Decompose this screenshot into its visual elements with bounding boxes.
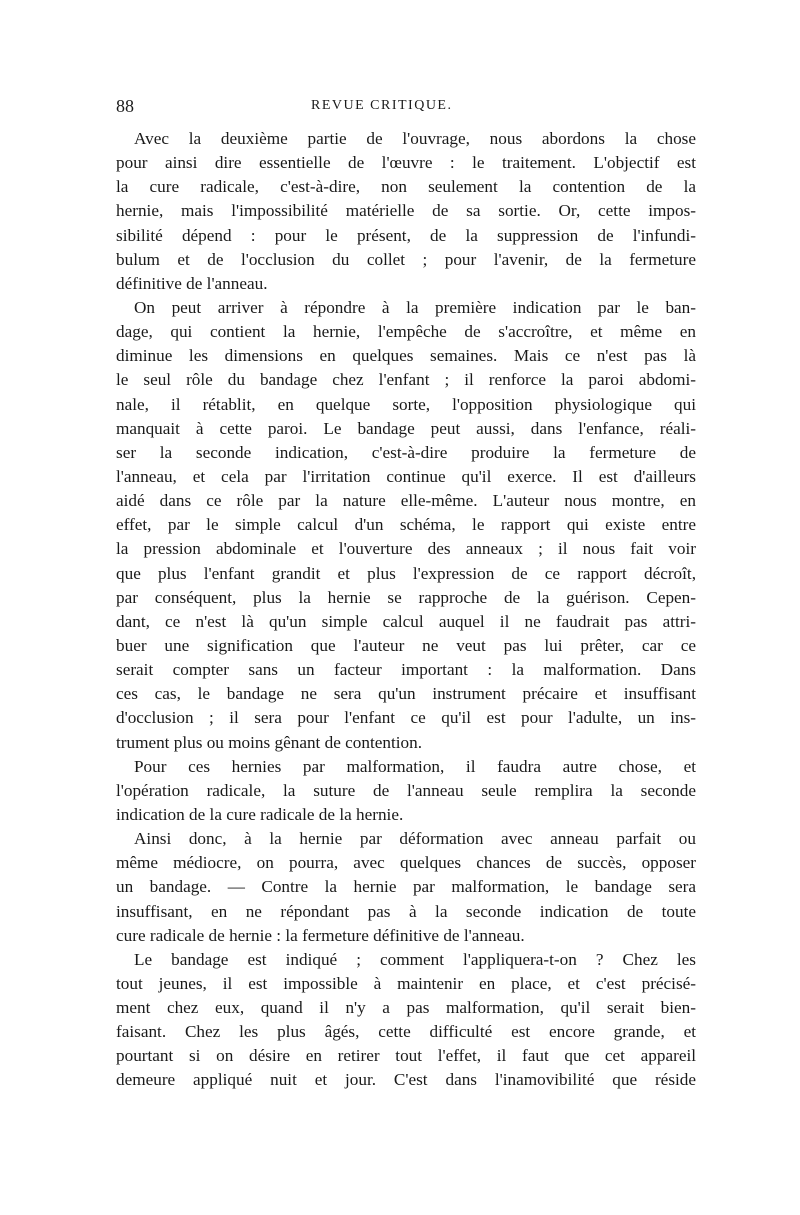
text-line: le seul rôle du bandage chez l'enfant ; il renforce la paroi abdomi-: [116, 370, 696, 390]
text-line: hernie, mais l'impossibilité matérielle de sa sortie. Or, cette impos-: [116, 201, 696, 221]
text-line: Avec la deuxième partie de l'ouvrage, nous abordons la chose: [134, 129, 696, 148]
text-line: Ainsi donc, à la hernie par déformation avec anneau parfait ou: [134, 829, 696, 849]
text-line: nale, il rétablit, en quelque sorte, l'opposition physiologique qui: [116, 394, 696, 414]
text-line: buer une signification que l'auteur ne veut pas lui prêter, car ce: [116, 635, 696, 655]
text-line: la cure radicale, c'est-à-dire, non seulement la contention de la: [116, 177, 696, 197]
text-line: l'opération radicale, la suture de l'anneau seule remplira la seconde: [116, 780, 696, 800]
text-line: Pour ces hernies par malformation, il faudra autre chose, et: [134, 756, 696, 776]
text-line: un bandage. — Contre la hernie par malformation, le bandage sera: [116, 877, 696, 897]
text-line: même médiocre, on pourra, avec quelques chances de succès, opposer: [116, 853, 696, 873]
text-line: ces cas, le bandage ne sera qu'un instrument précaire et insuffisant: [116, 684, 696, 704]
text-line: manquait à cette paroi. Le bandage peut aussi, dans l'enfance, réali-: [116, 418, 696, 438]
text-line: dant, ce n'est là qu'un simple calcul auquel il ne faudrait pas attri-: [116, 611, 696, 631]
text-line: l'anneau, et cela par l'irritation continue qu'il exerce. Il est d'ailleurs: [116, 466, 696, 486]
text-line: d'occlusion ; il sera pour l'enfant ce qu'il est pour l'adulte, un ins-: [116, 708, 696, 728]
text-line: effet, par le simple calcul d'un schéma, le rapport qui existe entre: [116, 515, 696, 535]
text-line: demeure appliqué nuit et jour. C'est dans l'inamovibilité que réside: [116, 1070, 696, 1090]
text-line: cure radicale de hernie : la fermeture définitive de l'anneau.: [116, 925, 525, 945]
text-line: On peut arriver à répondre à la première indication par le ban-: [134, 297, 696, 317]
text-line: définitive de l'anneau.: [116, 273, 268, 293]
text-line: par conséquent, plus la hernie se rapproche de la guérison. Cepen-: [116, 587, 696, 607]
text-line: aidé dans ce rôle par la nature elle-même. L'auteur nous montre, en: [116, 491, 696, 511]
text-line: ment chez eux, quand il n'y a pas malformation, qu'il serait bien-: [116, 998, 696, 1018]
body-text: [116, 127, 696, 1093]
text-line: la pression abdominale et l'ouverture des anneaux ; il nous fait voir: [116, 539, 696, 559]
text-line: serait compter sans un facteur important : la malformation. Dans: [116, 660, 696, 680]
text-line: sibilité dépend : pour le présent, de la suppression de l'infundi-: [116, 225, 696, 245]
text-line: insuffisant, en ne répondant pas à la seconde indication de toute: [116, 901, 696, 921]
text-line: indication de la cure radicale de la hernie.: [116, 804, 404, 824]
text-line: dage, qui contient la hernie, l'empêche de s'accroître, et même en: [116, 322, 696, 342]
text-line: bulum et de l'occlusion du collet ; pour l'avenir, de la fermeture: [116, 249, 696, 269]
text-line: ser la seconde indication, c'est-à-dire produire la fermeture de: [116, 442, 696, 462]
running-title: REVUE CRITIQUE.: [311, 98, 453, 113]
text-line: trument plus ou moins gênant de contention.: [116, 732, 422, 752]
text-line: tout jeunes, il est impossible à maintenir en place, et c'est précisé-: [116, 973, 696, 993]
text-line: que plus l'enfant grandit et plus l'expression de ce rapport décroît,: [116, 563, 696, 583]
text-line: diminue les dimensions en quelques semaines. Mais ce n'est pas là: [116, 346, 696, 366]
text-line: pourtant si on désire en retirer tout l'effet, il faut que cet appareil: [116, 1046, 696, 1066]
text-line: faisant. Chez les plus âgés, cette difficulté est encore grande, et: [116, 1022, 696, 1042]
text-line: pour ainsi dire essentielle de l'œuvre : le traitement. L'objectif est: [116, 153, 696, 173]
page-number: 88: [116, 96, 134, 116]
text-line: Le bandage est indiqué ; comment l'appliquera-t-on ? Chez les: [134, 949, 696, 969]
running-head: [116, 96, 696, 120]
